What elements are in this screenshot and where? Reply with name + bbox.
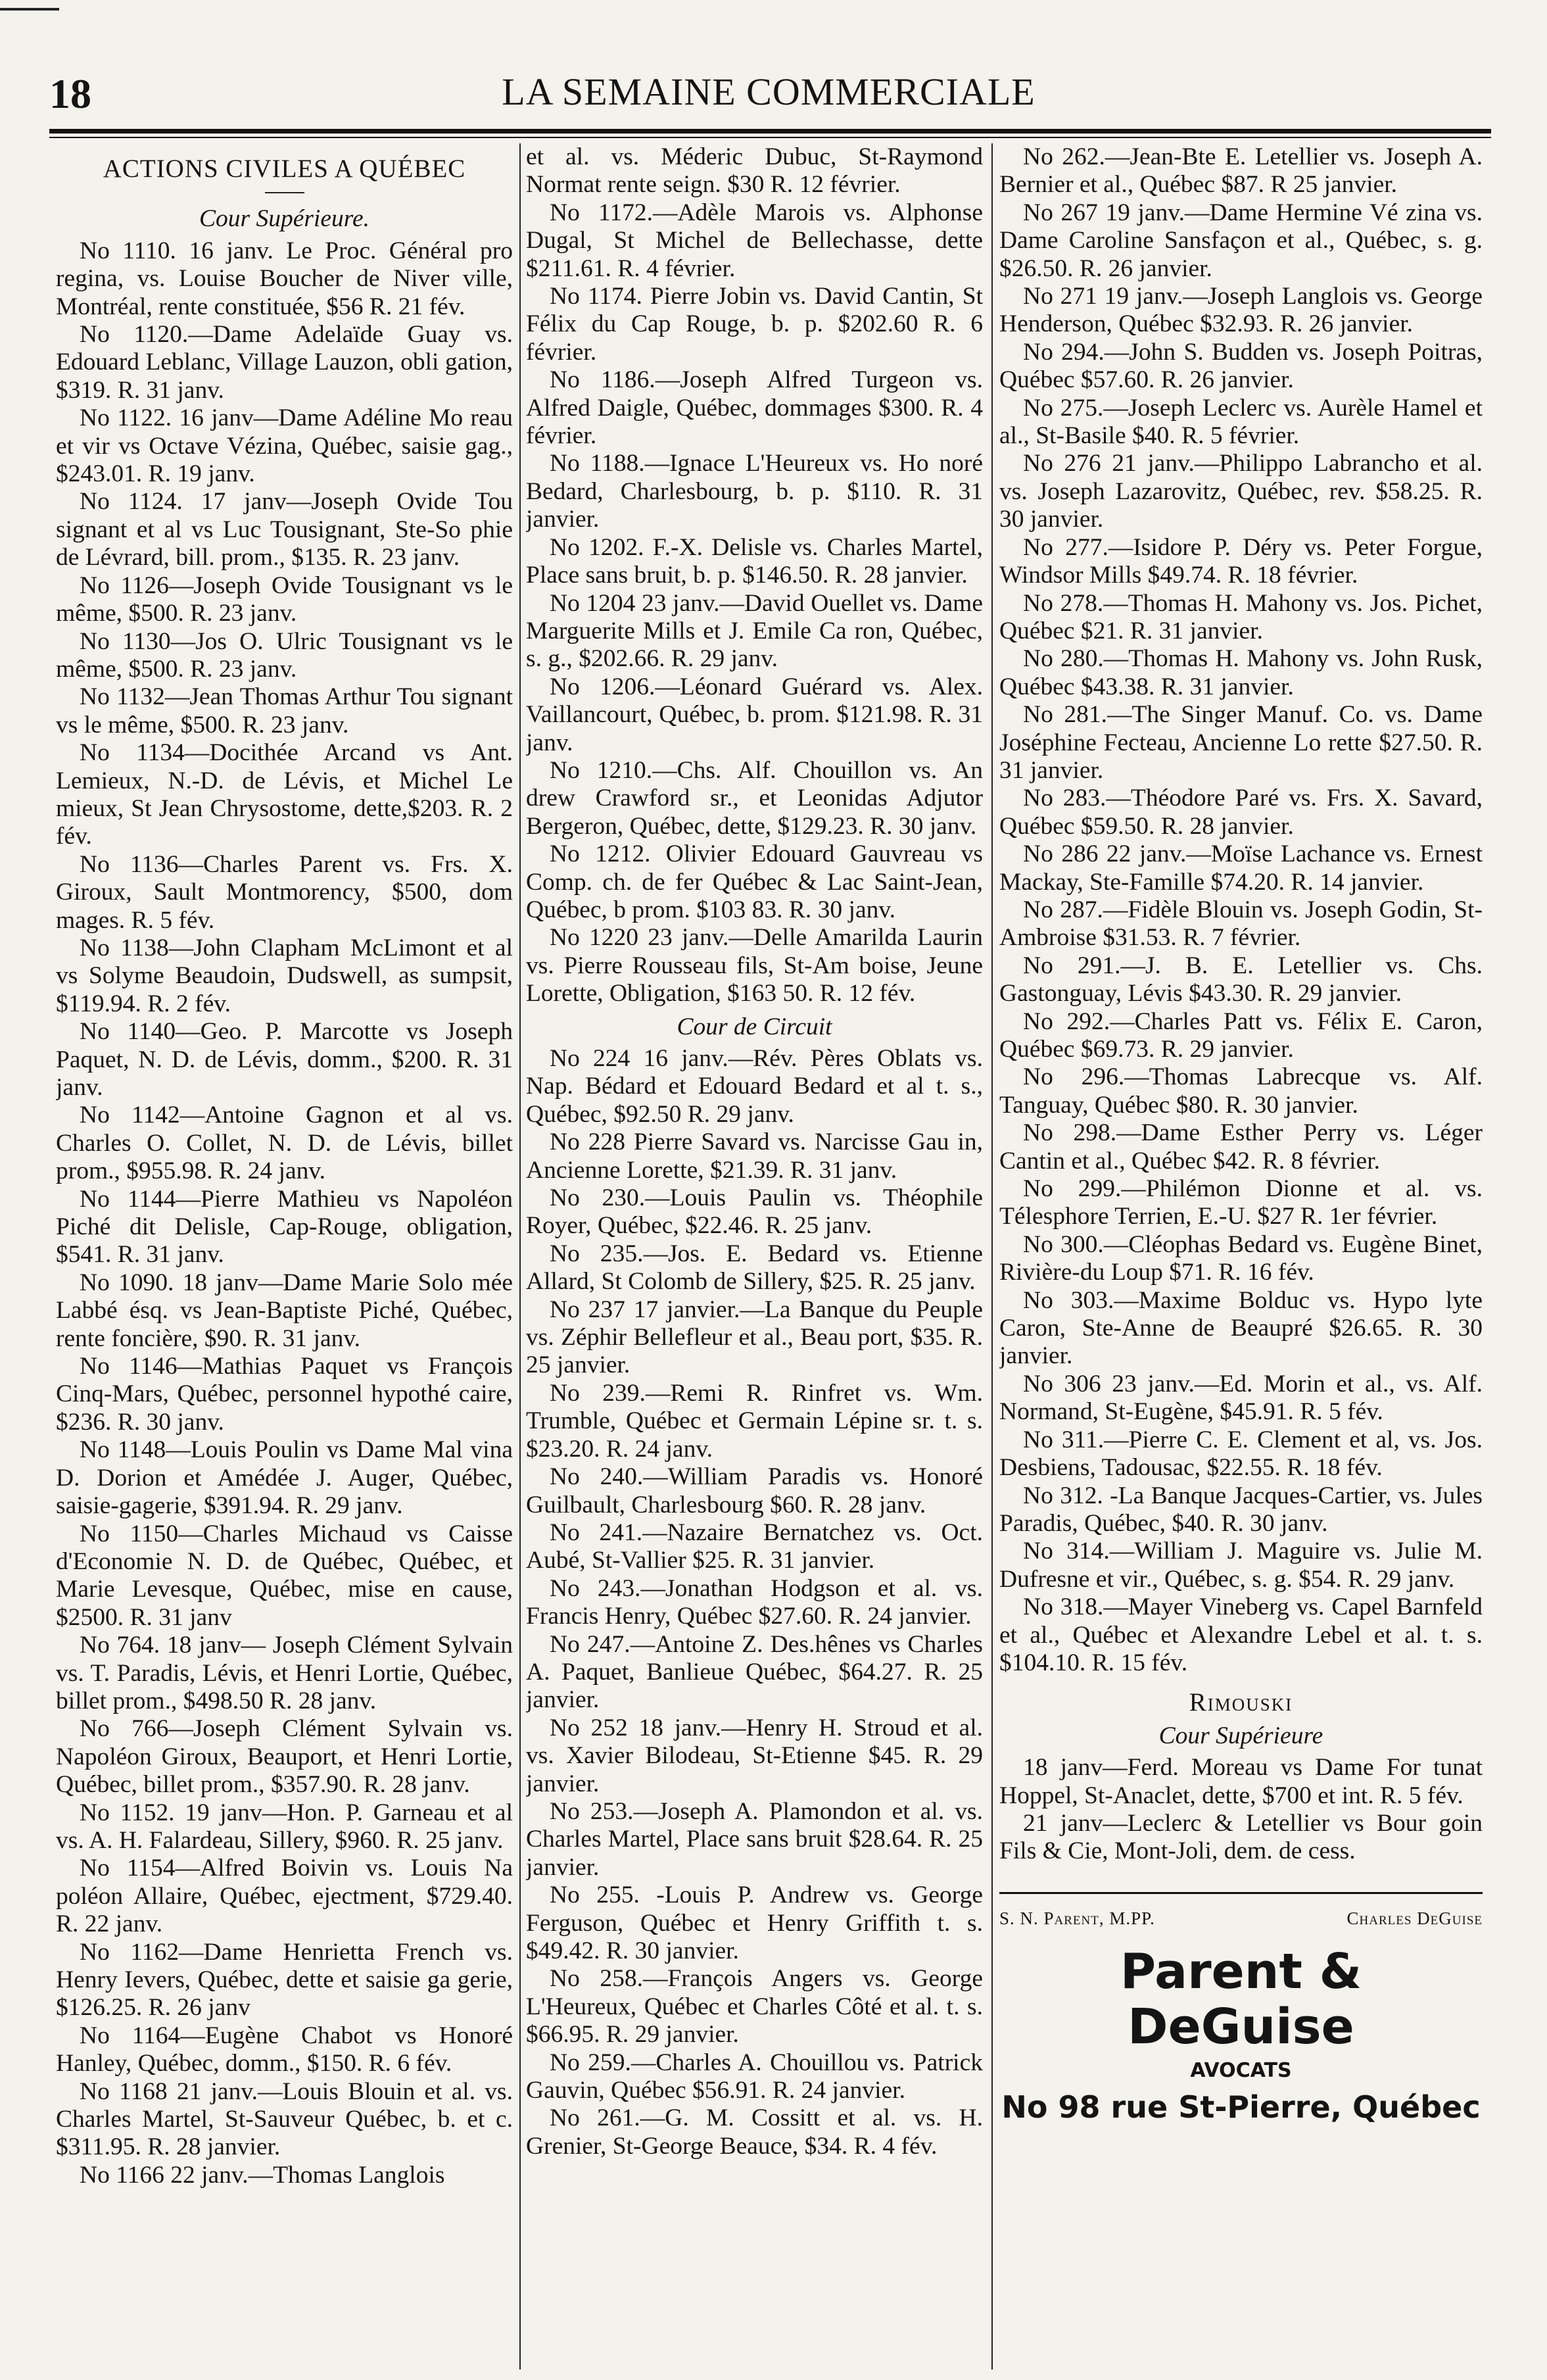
case-entry: No 1162—Dame Henrietta French vs. Henry Ievers, Québec, dette et saisie ga gerie, $126.25. R. 26 janv [56, 1938, 513, 2022]
case-entry: No 280.—Thomas H. Mahony vs. John Rusk, Québec $43.38. R. 31 janvier. [999, 645, 1483, 700]
case-entry: No 1150—Charles Michaud vs Caisse d'Economie N. D. de Québec, Québec, et Marie Levesque, Québec, mise en cause, $2500. R. 31 janv [56, 1520, 513, 1631]
case-entry: No 306 23 janv.—Ed. Morin et al., vs. Alf. Normand, St-Eugène, $45.91. R. 5 fév. [999, 1370, 1483, 1426]
case-entry: No 1120.—Dame Adelaïde Guay vs. Edouard Leblanc, Village Lauzon, obli gation, $319. R. 31 janv. [56, 321, 513, 404]
case-entry: No 1188.—Ignace L'Heureux vs. Ho noré Bedard, Charlesbourg, b. p. $110. R. 31 janvier. [526, 450, 983, 533]
case-entry: No 230.—Louis Paulin vs. Théophile Royer, Québec, $22.46. R. 25 janv. [526, 1184, 983, 1240]
masthead-title: LA SEMAINE COMMERCIALE [502, 70, 1035, 113]
case-entry: No 259.—Charles A. Chouillou vs. Patrick Gauvin, Québec $56.91. R. 24 janvier. [526, 2049, 983, 2104]
case-entry: No 271 19 janv.—Joseph Langlois vs. George Henderson, Québec $32.93. R. 26 janvier. [999, 283, 1483, 338]
case-entry: No 1166 22 janv.—Thomas Langlois [80, 2161, 445, 2189]
column-divider [519, 143, 521, 2369]
case-entry: No 286 22 janv.—Moïse Lachance vs. Ernest Mackay, Ste-Famille $74.20. R. 14 janvier. [999, 840, 1483, 896]
case-entry: No 1168 21 janv.—Louis Blouin et al. vs. Charles Martel, St-Sauveur Québec, b. et c. $311.95. R. 28 janvier. [56, 2077, 513, 2161]
case-entry: No 1126—Joseph Ovide Tousignant vs le même, $500. R. 23 janv. [56, 571, 513, 627]
column-2 [526, 143, 983, 2366]
case-entry: No 1130—Jos O. Ulric Tousignant vs le même, $500. R. 23 janv. [56, 627, 513, 683]
case-entry: No 1220 23 janv.—Delle Amarilda Laurin vs. Pierre Rousseau fils, St-Am boise, Jeune Lorette, Obligation, $163 50. R. 12 fév. [526, 924, 983, 1008]
case-entry: No 281.—The Singer Manuf. Co. vs. Dame Joséphine Fecteau, Ancienne Lo rette $27.50. R. 31 janvier. [999, 701, 1483, 784]
page-number: 18 [49, 70, 91, 117]
column-3 [999, 143, 1483, 2366]
case-entry: No 1140—Geo. P. Marcotte vs Joseph Paquet, N. D. de Lévis, domm., $200. R. 31 janv. [56, 1018, 513, 1101]
court-heading: Cour Supérieure. [199, 205, 369, 233]
advert-firm-name: Parent & DeGuise [1120, 1943, 1362, 2056]
case-entry-continued: et al. vs. Méderic Dubuc, St-Raymond Normat rente seign. $30 R. 12 février. [526, 143, 983, 199]
header-rule-thick [49, 129, 1491, 134]
case-entry: No 258.—François Angers vs. George L'Heureux, Québec et Charles Côté et al. t. s. $66.95. R. 29 janvier. [526, 1965, 983, 2049]
case-entry: No 240.—William Paradis vs. Honoré Guilbault, Charlesbourg $60. R. 28 janv. [526, 1463, 983, 1518]
case-entry: No 314.—William J. Maguire vs. Julie M. Dufresne et vir., Québec, s. g. $54. R. 29 janv. [999, 1538, 1483, 1593]
case-entry: No 1174. Pierre Jobin vs. David Cantin, St Félix du Cap Rouge, b. p. $202.60 R. 6 février. [526, 283, 983, 366]
case-entry: No 1212. Olivier Edouard Gauvreau vs Comp. ch. de fer Québec & Lac Saint-Jean, Québec, b prom. $103 83. R. 30 janv. [526, 840, 983, 923]
case-entry: No 1134—Docithée Arcand vs Ant. Lemieux, N.-D. de Lévis, et Michel Le mieux, St Jean Chrysostome, dette,$203. R. 2 fév. [56, 739, 513, 850]
case-entry: No 1144—Pierre Mathieu vs Napoléon Piché dit Delisle, Cap-Rouge, obligation, $541. R. 31 janv. [56, 1185, 513, 1269]
case-entry: No 1210.—Chs. Alf. Chouillon vs. An drew Crawford sr., et Leonidas Adjutor Bergeron, Québec, dette, $129.23. R. 30 janv. [526, 756, 983, 840]
case-entry: No 1146—Mathias Paquet vs François Cinq-Mars, Québec, personnel hypothé caire, $236. R. 30 janv. [56, 1353, 513, 1436]
case-entry: No 311.—Pierre C. E. Clement et al, vs. Jos. Desbiens, Tadousac, $22.55. R. 18 fév. [999, 1426, 1483, 1482]
case-entry: No 253.—Joseph A. Plamondon et al. vs. Charles Martel, Place sans bruit $28.64. R. 25 janvier. [526, 1797, 983, 1881]
case-entry: No 294.—John S. Budden vs. Joseph Poitras, Québec $57.60. R. 26 janvier. [999, 338, 1483, 394]
court-heading: Cour Supérieure [1158, 1722, 1323, 1749]
column-1 [56, 143, 513, 2366]
case-entry: No 1136—Charles Parent vs. Frs. X. Giroux, Sault Montmorency, $500, dom mages. R. 5 fév. [56, 850, 513, 934]
case-entry: No 1138—John Clapham McLimont et al vs Solyme Beaudoin, Dudswell, as sumpsit, $119.94. R. 2 fév. [56, 934, 513, 1017]
case-entry: No 292.—Charles Patt vs. Félix E. Caron, Québec $69.73. R. 29 janvier. [999, 1008, 1483, 1063]
case-entry: No 312. -La Banque Jacques-Cartier, vs. Jules Paradis, Québec, $40. R. 30 janv. [999, 1482, 1483, 1537]
case-entry: No 766—Joseph Clément Sylvain vs. Napoléon Giroux, Beauport, et Henri Lortie, Québec, billet prom., $357.90. R. 28 janv. [56, 1715, 513, 1799]
case-entry: No 255. -Louis P. Andrew vs. George Ferguson, Québec et Henry Griffith t. s. $49.42. R. 30 janvier. [526, 1882, 983, 1964]
case-entry: No 1204 23 janv.—David Ouellet vs. Dame Marguerite Mills et J. Emile Ca ron, Québec, s. g., $202.66. R. 29 janv. [526, 589, 983, 673]
case-entry: No 287.—Fidèle Blouin vs. Joseph Godin, St-Ambroise $31.53. R. 7 février. [999, 896, 1483, 952]
case-entry: No 224 16 janv.—Rév. Pères Oblats vs. Nap. Bédard et Edouard Bedard et al t. s., Québec, $92.50 R. 29 janv. [526, 1045, 983, 1128]
column-divider [991, 143, 993, 2369]
case-entry: No 300.—Cléophas Bedard vs. Eugène Binet, Rivière-du Loup $71. R. 16 fév. [999, 1230, 1483, 1286]
case-entry: No 235.—Jos. E. Bedard vs. Etienne Allard, St Colomb de Sillery, $25. R. 25 janv. [526, 1240, 983, 1296]
case-entry: No 1090. 18 janv—Dame Marie Solo mée Labbé ésq. vs Jean-Baptiste Piché, Québec, rente foncière, $90. R. 31 janv. [56, 1269, 513, 1352]
column-3-entries [999, 143, 1483, 1866]
section-title: Rimouski [1189, 1688, 1293, 1717]
case-entry: No 1142—Antoine Gagnon et al vs. Charles O. Collet, N. D. de Lévis, billet prom., $955.98. R. 24 janv. [56, 1102, 513, 1185]
case-entry: No 267 19 janv.—Dame Hermine Vé zina vs. Dame Caroline Sansfaçon et al., Québec, s. g. $26.50. R. 26 janvier. [999, 199, 1483, 282]
section-dash [265, 192, 304, 193]
case-entry: No 296.—Thomas Labrecque vs. Alf. Tanguay, Québec $80. R. 30 janvier. [999, 1063, 1483, 1119]
advert-role: AVOCATS [1190, 2059, 1292, 2083]
header-rule-thin [49, 137, 1491, 138]
case-entry: No 1124. 17 janv—Joseph Ovide Tou signant et al vs Luc Tousignant, Ste-So phie de Lévrard, bill. prom., $135. R. 23 janv. [56, 488, 513, 571]
case-entry: No 283.—Théodore Paré vs. Frs. X. Savard, Québec $59.50. R. 28 janvier. [999, 785, 1483, 840]
case-entry: No 1122. 16 janv—Dame Adéline Mo reau et vir vs Octave Vézina, Québec, saisie gag., $243.01. R. 19 janv. [56, 404, 513, 488]
case-entry: No 278.—Thomas H. Mahony vs. Jos. Pichet, Québec $21. R. 31 janvier. [999, 589, 1483, 644]
case-entry: No 1186.—Joseph Alfred Turgeon vs. Alfred Daigle, Québec, dommages $300. R. 4 février. [526, 366, 983, 450]
advert-address: No 98 rue St-Pierre, Québec [1001, 2089, 1481, 2125]
case-entry: No 1152. 19 janv—Hon. P. Garneau et al vs. A. H. Falardeau, Sillery, $960. R. 25 janv. [56, 1799, 513, 1854]
case-entry: No 318.—Mayer Vineberg vs. Capel Barnfeld et al., Québec et Alexandre Lebel et al. t. s. $104.10. R. 15 fév. [999, 1593, 1483, 1676]
case-entry: No 291.—J. B. E. Letellier vs. Chs. Gastonguay, Lévis $43.30. R. 29 janvier. [999, 952, 1483, 1008]
case-entry: No 252 18 janv.—Henry H. Stroud et al. vs. Xavier Bilodeau, St-Etienne $45. R. 29 janvier. [526, 1714, 983, 1797]
case-entry: No 1132—Jean Thomas Arthur Tou signant vs le même, $500. R. 23 janv. [56, 683, 513, 739]
case-entry: No 277.—Isidore P. Déry vs. Peter Forgue, Windsor Mills $49.74. R. 18 février. [999, 533, 1483, 589]
court-heading: Cour de Circuit [677, 1013, 832, 1040]
section-title: ACTIONS CIVILES A QUÉBEC [103, 155, 466, 183]
case-entry: No 1154—Alfred Boivin vs. Louis Na poléon Allaire, Québec, ejectment, $729.40. R. 22 janv. [56, 1855, 513, 1938]
case-entry: No 764. 18 janv— Joseph Clément Sylvain vs. T. Paradis, Lévis, et Henri Lortie, Québec, billet prom., $498.50 R. 28 janv. [56, 1632, 513, 1714]
case-entry: No 1202. F.-X. Delisle vs. Charles Martel, Place sans bruit, b. p. $146.50. R. 28 janvier. [526, 533, 983, 589]
case-entry: No 1110. 16 janv. Le Proc. Général pro regina, vs. Louise Boucher de Niver ville, Montréal, rente constituée, $56 R. 21 fév. [56, 237, 513, 320]
advert-partners [999, 1905, 1483, 1932]
case-entry: No 241.—Nazaire Bernatchez vs. Oct. Aubé, St-Vallier $25. R. 31 janvier. [526, 1518, 983, 1574]
case-entry: No 299.—Philémon Dionne et al. vs. Télesphore Terrien, E.-U. $27 R. 1er février. [999, 1175, 1483, 1230]
case-entry: No 261.—G. M. Cossitt et al. vs. H. Grenier, St-George Beauce, $34. R. 4 fév. [526, 2104, 983, 2160]
case-entry: No 239.—Remi R. Rinfret vs. Wm. Trumble, Québec et Germain Lépine sr. t. s. $23.20. R. 24 janv. [526, 1379, 983, 1463]
top-rule [0, 8, 59, 11]
case-entry: No 247.—Antoine Z. Des.hênes vs Charles A. Paquet, Banlieue Québec, $64.27. R. 25 janvier. [526, 1630, 983, 1714]
case-entry: No 298.—Dame Esther Perry vs. Léger Cantin et al., Québec $42. R. 8 février. [999, 1119, 1483, 1175]
case-entry: 18 janv—Ferd. Moreau vs Dame For tunat Hoppel, St-Anaclet, dette, $700 et int. R. 5 fév. [999, 1754, 1483, 1809]
case-entry: No 262.—Jean-Bte E. Letellier vs. Joseph A. Bernier et al., Québec $87. R 25 janvier. [999, 143, 1483, 199]
advert-partner-right: Charles DeGuise [1346, 1908, 1483, 1928]
case-entry: No 303.—Maxime Bolduc vs. Hypo lyte Caron, Ste-Anne de Beaupré $26.65. R. 30 janvier. [999, 1286, 1483, 1370]
advert-partner-left: S. N. Parent, M.PP. [999, 1908, 1155, 1928]
case-entry: No 1206.—Léonard Guérard vs. Alex. Vaillancourt, Québec, b. prom. $121.98. R. 31 janv. [526, 673, 983, 756]
case-entry: 21 janv—Leclerc & Letellier vs Bour goin Fils & Cie, Mont-Joli, dem. de cess. [999, 1809, 1483, 1865]
case-entry: No 243.—Jonathan Hodgson et al. vs. Francis Henry, Québec $27.60. R. 24 janvier. [526, 1574, 983, 1630]
case-entry: No 1164—Eugène Chabot vs Honoré Hanley, Québec, domm., $150. R. 6 fév. [56, 2022, 513, 2077]
case-entry: No 237 17 janvier.—La Banque du Peuple vs. Zéphir Bellefleur et al., Beau port, $35. R. 25 janvier. [526, 1296, 983, 1379]
law-firm-advert [999, 1892, 1483, 2125]
case-entry: No 1172.—Adèle Marois vs. Alphonse Dugal, St Michel de Bellechasse, dette $211.61. R. 4 février. [526, 199, 983, 282]
case-entry: No 275.—Joseph Leclerc vs. Aurèle Hamel et al., St-Basile $40. R. 5 février. [999, 394, 1483, 450]
case-entry: No 228 Pierre Savard vs. Narcisse Gau in, Ancienne Lorette, $21.39. R. 31 janv. [526, 1129, 983, 1184]
case-entry: No 276 21 janv.—Philippo Labrancho et al. vs. Joseph Lazarovitz, Québec, rev. $58.25. R. 30 janvier. [999, 450, 1483, 533]
page-header [49, 64, 1488, 117]
case-entry: No 1148—Louis Poulin vs Dame Mal vina D. Dorion et Amédée J. Auger, Québec, saisie-gagerie, $391.94. R. 29 janv. [56, 1436, 513, 1520]
